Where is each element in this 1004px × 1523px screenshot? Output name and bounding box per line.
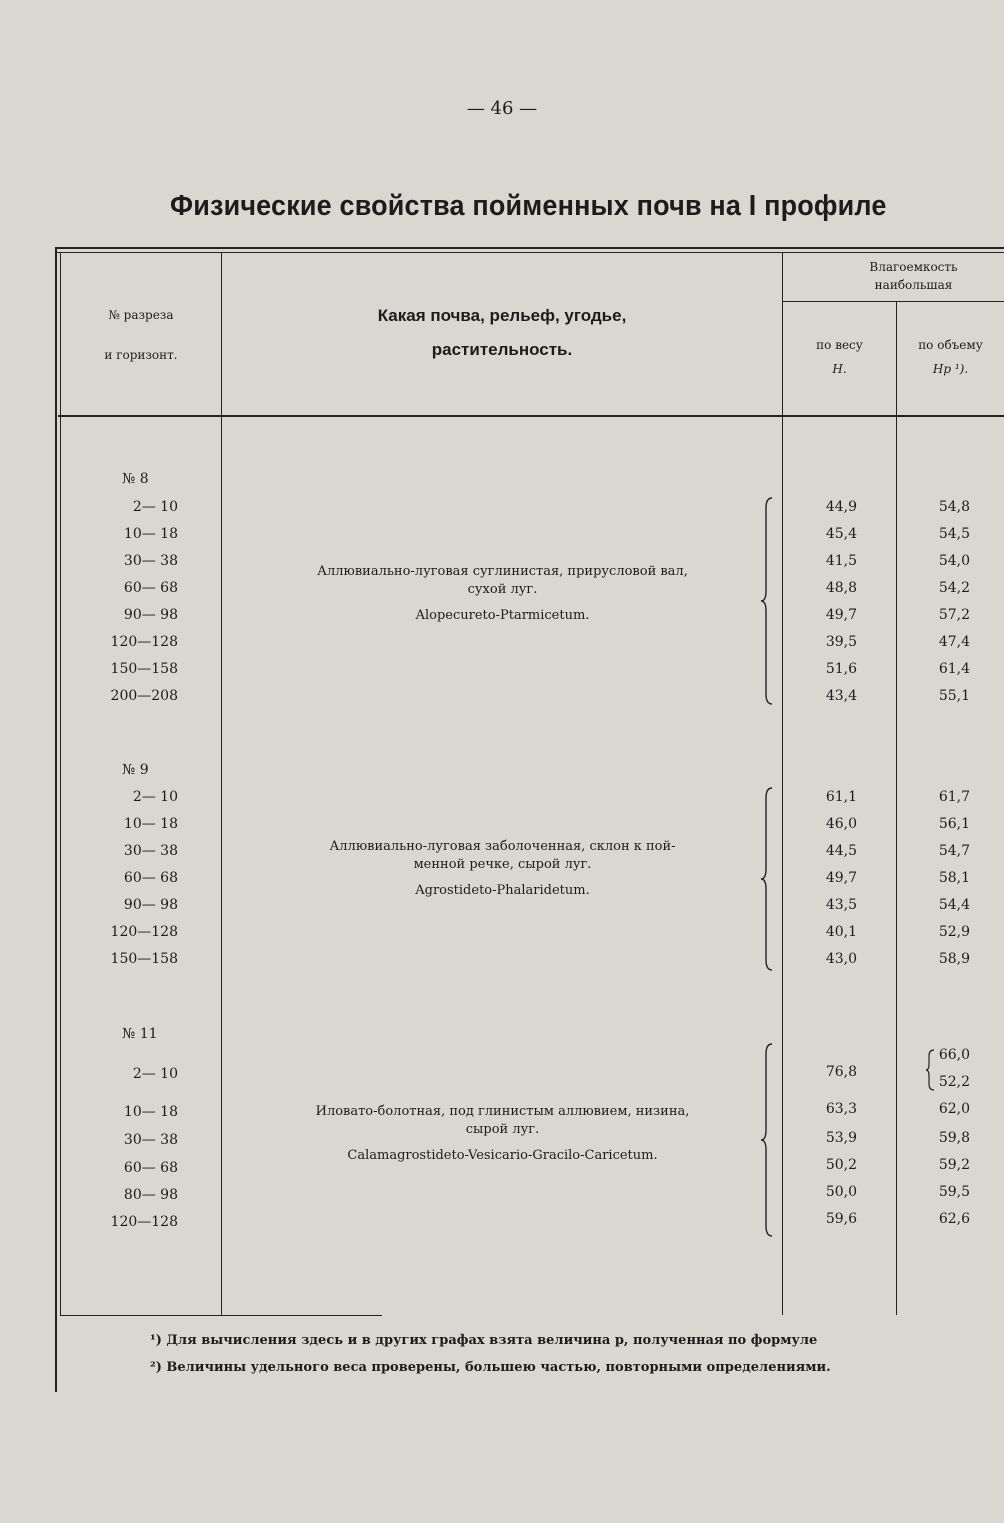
weight-cell: 39,5 (825, 634, 857, 650)
page-title: Физические свойства пойменных почв на I профиле (170, 190, 887, 222)
col-divider-3 (896, 302, 897, 1315)
weight-cell: 41,5 (825, 553, 857, 569)
col-divider-2 (782, 253, 783, 1315)
section-label: № 8 (122, 471, 149, 487)
horizon-cell: 80— 98 (123, 1187, 178, 1203)
horizon-cell: 120—128 (110, 1214, 178, 1230)
weight-cell: 48,8 (825, 580, 857, 596)
weight-cell: 49,7 (825, 870, 857, 886)
weight-cell: 45,4 (825, 526, 857, 542)
horizon-cell: 2— 10 (132, 499, 178, 515)
volume-cell: 57,2 (938, 607, 970, 623)
section-label: № 11 (122, 1026, 158, 1042)
volume-cell: 59,5 (938, 1184, 970, 1200)
footnote-1: ¹) Для вычисления здесь и в других графах взята величина p, полученная по формуле (150, 1333, 818, 1348)
weight-cell: 43,0 (825, 951, 857, 967)
volume-cell-secondary: 52,2 (938, 1074, 970, 1090)
horizon-cell: 10— 18 (123, 526, 178, 542)
weight-cell: 46,0 (825, 816, 857, 832)
volume-cell: 59,8 (938, 1130, 970, 1146)
section-label: № 9 (122, 762, 149, 778)
weight-cell: 76,8 (825, 1064, 857, 1080)
horizon-cell: 120—128 (110, 924, 178, 940)
weight-cell: 49,7 (825, 607, 857, 623)
weight-cell: 63,3 (825, 1101, 857, 1117)
volume-cell: 52,9 (938, 924, 970, 940)
volume-cell: 66,0 (938, 1047, 970, 1063)
horizon-cell: 120—128 (110, 634, 178, 650)
volume-cell: 54,2 (938, 580, 970, 596)
moisture-header-rule (783, 301, 1004, 302)
horizon-cell: 2— 10 (132, 1066, 178, 1082)
volume-cell: 54,5 (938, 526, 970, 542)
volume-cell: 54,7 (938, 843, 970, 859)
horizon-cell: 60— 68 (123, 580, 178, 596)
volume-cell: 55,1 (938, 688, 970, 704)
weight-cell: 50,2 (825, 1157, 857, 1173)
header-description: Какая почва, рельеф, угодье, растительность. (377, 306, 627, 359)
volume-cell: 54,8 (938, 499, 970, 515)
horizon-cell: 150—158 (110, 951, 178, 967)
weight-cell: 43,5 (825, 897, 857, 913)
curly-brace (760, 496, 774, 706)
header-by-weight: по весу H. (816, 338, 863, 376)
soil-description: Аллювиально-луговая заболоченная, склон к пой- менной речке, сырой луг. Agrostideto-Phalaridetum. (329, 839, 676, 898)
weight-cell: 43,4 (825, 688, 857, 704)
col-divider-1 (221, 253, 222, 1315)
horizon-cell: 150—158 (110, 661, 178, 677)
header-by-volume: по объему Hp ¹). (918, 338, 983, 376)
table-left-rule-inner (60, 253, 61, 1315)
soil-description: Аллювиально-луговая суглинистая, прирусловой вал, сухой луг. Alopecureto-Ptarmicetum. (317, 564, 688, 623)
table-top-rule (55, 247, 1004, 249)
volume-cell: 54,0 (938, 553, 970, 569)
horizon-cell: 60— 68 (123, 1160, 178, 1176)
table-left-rule (55, 247, 57, 1392)
weight-cell: 44,9 (825, 499, 857, 515)
weight-cell: 40,1 (825, 924, 857, 940)
horizon-cell: 10— 18 (123, 816, 178, 832)
horizon-cell: 90— 98 (123, 607, 178, 623)
footnote-2: ²) Величины удельного веса проверены, большею частью, повторными определениями. (150, 1360, 831, 1375)
weight-cell: 61,1 (825, 789, 857, 805)
weight-cell: 44,5 (825, 843, 857, 859)
volume-cell: 61,7 (938, 789, 970, 805)
soil-description: Иловато-болотная, под глинистым аллювием, низина, сырой луг. Calamagrostideto-Vesicario-Gracilo-Caricetum. (315, 1104, 690, 1163)
horizon-cell: 10— 18 (123, 1104, 178, 1120)
horizon-cell: 30— 38 (123, 553, 178, 569)
weight-cell: 50,0 (825, 1184, 857, 1200)
table-top-rule-inner (55, 252, 1004, 253)
horizon-cell: 30— 38 (123, 1132, 178, 1148)
small-brace (926, 1048, 936, 1092)
volume-cell: 61,4 (938, 661, 970, 677)
volume-cell: 58,1 (938, 870, 970, 886)
horizon-cell: 90— 98 (123, 897, 178, 913)
horizon-cell: 200—208 (110, 688, 178, 704)
weight-cell: 59,6 (825, 1211, 857, 1227)
header-section: № разреза и горизонт. (104, 308, 178, 362)
volume-cell: 47,4 (938, 634, 970, 650)
horizon-cell: 30— 38 (123, 843, 178, 859)
volume-cell: 62,6 (938, 1211, 970, 1227)
volume-cell: 59,2 (938, 1157, 970, 1173)
weight-cell: 53,9 (825, 1130, 857, 1146)
header-moisture: Влагоемкость наибольшая (869, 260, 958, 292)
weight-cell: 51,6 (825, 661, 857, 677)
header-bottom-rule (58, 415, 1004, 417)
volume-cell: 56,1 (938, 816, 970, 832)
volume-cell: 58,9 (938, 951, 970, 967)
volume-cell: 54,4 (938, 897, 970, 913)
curly-brace (760, 1042, 774, 1238)
volume-cell: 62,0 (938, 1101, 970, 1117)
table-bottom-rule (60, 1315, 382, 1316)
page-number: — 46 — (466, 98, 538, 119)
horizon-cell: 60— 68 (123, 870, 178, 886)
horizon-cell: 2— 10 (132, 789, 178, 805)
curly-brace (760, 786, 774, 972)
